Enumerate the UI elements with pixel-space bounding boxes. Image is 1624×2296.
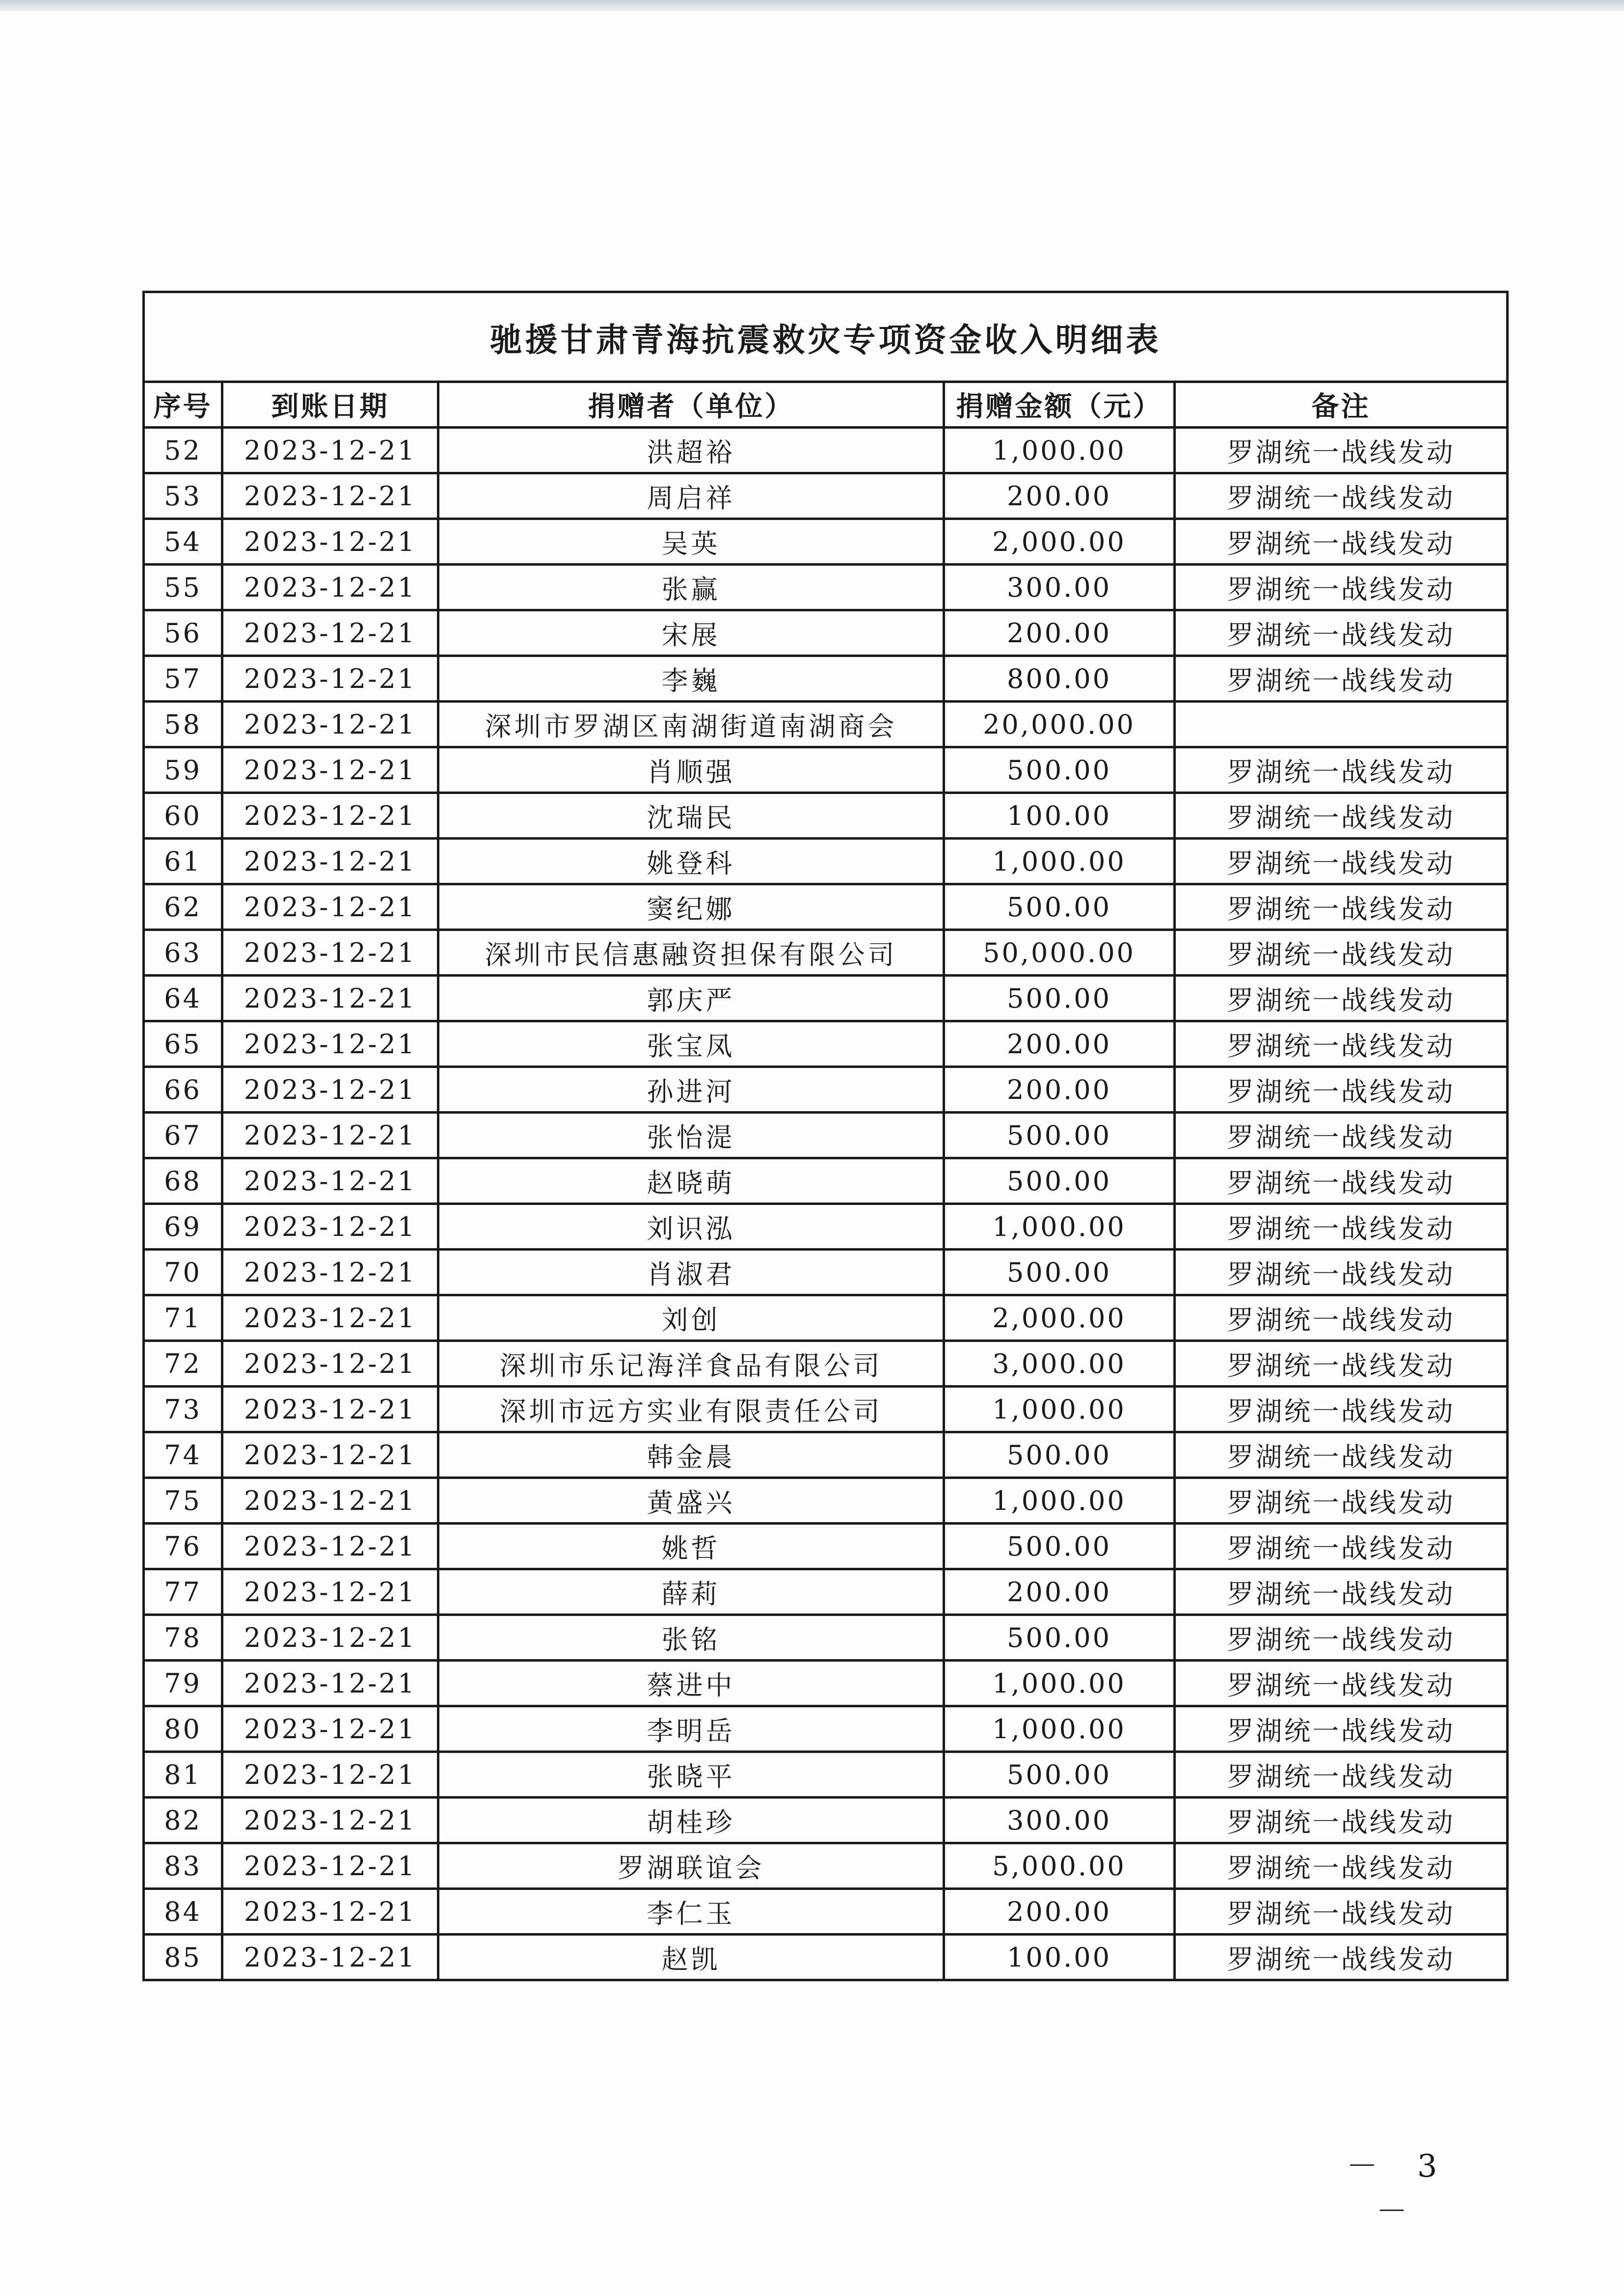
remark-cell: 罗湖统一战线发动 (1175, 1661, 1508, 1706)
table-row (144, 976, 1508, 1021)
table-row (144, 1067, 1508, 1113)
table-row (144, 747, 1508, 793)
date-cell: 2023-12-21 (222, 793, 438, 839)
remark-cell: 罗湖统一战线发动 (1175, 1752, 1508, 1798)
donor-cell: 肖淑君 (438, 1250, 944, 1295)
table-title: 驰援甘肃青海抗震救灾专项资金收入明细表 (144, 292, 1508, 382)
table-body (144, 428, 1508, 1980)
table-row (144, 1569, 1508, 1615)
table-row (144, 1478, 1508, 1524)
serial-cell: 82 (144, 1798, 222, 1843)
table-row (144, 473, 1508, 519)
serial-cell: 60 (144, 793, 222, 839)
amount-cell: 500.00 (944, 1113, 1175, 1158)
remark-cell: 罗湖统一战线发动 (1175, 610, 1508, 656)
table-row (144, 1250, 1508, 1295)
table-row (144, 656, 1508, 702)
donor-cell: 深圳市乐记海洋食品有限公司 (438, 1341, 944, 1387)
remark-cell: 罗湖统一战线发动 (1175, 1432, 1508, 1478)
remark-cell: 罗湖统一战线发动 (1175, 1250, 1508, 1295)
remark-cell: 罗湖统一战线发动 (1175, 1569, 1508, 1615)
date-cell: 2023-12-21 (222, 1021, 438, 1067)
table-row (144, 1706, 1508, 1752)
date-cell: 2023-12-21 (222, 1569, 438, 1615)
date-cell: 2023-12-21 (222, 1524, 438, 1569)
amount-cell: 500.00 (944, 747, 1175, 793)
donation-table (142, 291, 1509, 1981)
serial-cell: 58 (144, 702, 222, 747)
serial-cell: 71 (144, 1295, 222, 1341)
donor-cell: 张怡湜 (438, 1113, 944, 1158)
serial-cell: 84 (144, 1889, 222, 1935)
table-row (144, 1432, 1508, 1478)
table-row (144, 839, 1508, 884)
amount-cell: 1,000.00 (944, 1478, 1175, 1524)
date-cell: 2023-12-21 (222, 473, 438, 519)
amount-cell: 300.00 (944, 565, 1175, 610)
amount-cell: 800.00 (944, 656, 1175, 702)
date-cell: 2023-12-21 (222, 976, 438, 1021)
serial-cell: 80 (144, 1706, 222, 1752)
serial-cell: 59 (144, 747, 222, 793)
date-cell: 2023-12-21 (222, 702, 438, 747)
donor-cell: 吴英 (438, 519, 944, 565)
table-row (144, 1113, 1508, 1158)
serial-cell: 67 (144, 1113, 222, 1158)
serial-cell: 64 (144, 976, 222, 1021)
date-cell: 2023-12-21 (222, 1432, 438, 1478)
serial-cell: 83 (144, 1843, 222, 1889)
serial-cell: 53 (144, 473, 222, 519)
serial-cell: 72 (144, 1341, 222, 1387)
remark-cell: 罗湖统一战线发动 (1175, 976, 1508, 1021)
donor-cell: 深圳市民信惠融资担保有限公司 (438, 930, 944, 976)
remark-cell: 罗湖统一战线发动 (1175, 839, 1508, 884)
table-row (144, 1341, 1508, 1387)
amount-cell: 50,000.00 (944, 930, 1175, 976)
table-row (144, 1843, 1508, 1889)
date-cell: 2023-12-21 (222, 428, 438, 473)
remark-cell: 罗湖统一战线发动 (1175, 656, 1508, 702)
date-cell: 2023-12-21 (222, 1661, 438, 1706)
donor-cell: 韩金晨 (438, 1432, 944, 1478)
amount-cell: 500.00 (944, 1524, 1175, 1569)
remark-cell: 罗湖统一战线发动 (1175, 1935, 1508, 1980)
serial-cell: 77 (144, 1569, 222, 1615)
serial-cell: 76 (144, 1524, 222, 1569)
donor-cell: 洪超裕 (438, 428, 944, 473)
serial-cell: 68 (144, 1158, 222, 1204)
donor-cell: 张晓平 (438, 1752, 944, 1798)
table-row (144, 884, 1508, 930)
amount-cell: 200.00 (944, 610, 1175, 656)
remark-cell: 罗湖统一战线发动 (1175, 1113, 1508, 1158)
donor-cell: 蔡进中 (438, 1661, 944, 1706)
serial-cell: 75 (144, 1478, 222, 1524)
table-row (144, 1935, 1508, 1980)
serial-cell: 73 (144, 1387, 222, 1432)
amount-cell: 20,000.00 (944, 702, 1175, 747)
amount-cell: 200.00 (944, 1889, 1175, 1935)
serial-cell: 66 (144, 1067, 222, 1113)
donor-cell: 深圳市罗湖区南湖街道南湖商会 (438, 702, 944, 747)
table-row (144, 1889, 1508, 1935)
amount-cell: 300.00 (944, 1798, 1175, 1843)
donor-cell: 沈瑞民 (438, 793, 944, 839)
table-row (144, 1021, 1508, 1067)
table-row (144, 702, 1508, 747)
date-cell: 2023-12-21 (222, 1935, 438, 1980)
remark-cell: 罗湖统一战线发动 (1175, 1067, 1508, 1113)
serial-cell: 54 (144, 519, 222, 565)
remark-cell: 罗湖统一战线发动 (1175, 565, 1508, 610)
date-cell: 2023-12-21 (222, 519, 438, 565)
amount-cell: 500.00 (944, 884, 1175, 930)
remark-cell: 罗湖统一战线发动 (1175, 1889, 1508, 1935)
date-cell: 2023-12-21 (222, 1067, 438, 1113)
donor-cell: 刘识泓 (438, 1204, 944, 1250)
table-row (144, 1204, 1508, 1250)
table-row (144, 930, 1508, 976)
serial-cell: 85 (144, 1935, 222, 1980)
remark-cell: 罗湖统一战线发动 (1175, 747, 1508, 793)
donor-cell: 姚哲 (438, 1524, 944, 1569)
remark-cell: 罗湖统一战线发动 (1175, 1341, 1508, 1387)
remark-cell: 罗湖统一战线发动 (1175, 473, 1508, 519)
serial-cell: 57 (144, 656, 222, 702)
donor-cell: 薛莉 (438, 1569, 944, 1615)
table-row (144, 1524, 1508, 1569)
serial-cell: 81 (144, 1752, 222, 1798)
amount-cell: 3,000.00 (944, 1341, 1175, 1387)
serial-cell: 70 (144, 1250, 222, 1295)
serial-cell: 55 (144, 565, 222, 610)
amount-cell: 500.00 (944, 1250, 1175, 1295)
header-date: 到账日期 (222, 382, 438, 428)
date-cell: 2023-12-21 (222, 1387, 438, 1432)
donor-cell: 罗湖联谊会 (438, 1843, 944, 1889)
date-cell: 2023-12-21 (222, 1615, 438, 1661)
date-cell: 2023-12-21 (222, 839, 438, 884)
table-row (144, 1661, 1508, 1706)
remark-cell: 罗湖统一战线发动 (1175, 1021, 1508, 1067)
table-row (144, 1798, 1508, 1843)
amount-cell: 1,000.00 (944, 1661, 1175, 1706)
amount-cell: 2,000.00 (944, 519, 1175, 565)
date-cell: 2023-12-21 (222, 1889, 438, 1935)
date-cell: 2023-12-21 (222, 1798, 438, 1843)
amount-cell: 200.00 (944, 1021, 1175, 1067)
header-remark: 备注 (1175, 382, 1508, 428)
date-cell: 2023-12-21 (222, 1706, 438, 1752)
date-cell: 2023-12-21 (222, 1295, 438, 1341)
remark-cell: 罗湖统一战线发动 (1175, 1798, 1508, 1843)
donor-cell: 李仁玉 (438, 1889, 944, 1935)
serial-cell: 63 (144, 930, 222, 976)
serial-cell: 56 (144, 610, 222, 656)
date-cell: 2023-12-21 (222, 1843, 438, 1889)
amount-cell: 500.00 (944, 1432, 1175, 1478)
date-cell: 2023-12-21 (222, 930, 438, 976)
page-number: － 3 － (1346, 2148, 1452, 2230)
amount-cell: 1,000.00 (944, 1706, 1175, 1752)
donor-cell: 周启祥 (438, 473, 944, 519)
donor-cell: 宋展 (438, 610, 944, 656)
amount-cell: 500.00 (944, 976, 1175, 1021)
donor-cell: 孙进河 (438, 1067, 944, 1113)
date-cell: 2023-12-21 (222, 610, 438, 656)
donor-cell: 赵晓萌 (438, 1158, 944, 1204)
donor-cell: 张宝凤 (438, 1021, 944, 1067)
serial-cell: 62 (144, 884, 222, 930)
date-cell: 2023-12-21 (222, 1341, 438, 1387)
amount-cell: 1,000.00 (944, 1387, 1175, 1432)
amount-cell: 100.00 (944, 793, 1175, 839)
donor-cell: 张铭 (438, 1615, 944, 1661)
remark-cell (1175, 702, 1508, 747)
table-row (144, 1387, 1508, 1432)
table-row (144, 1752, 1508, 1798)
remark-cell: 罗湖统一战线发动 (1175, 519, 1508, 565)
donor-cell: 窦纪娜 (438, 884, 944, 930)
date-cell: 2023-12-21 (222, 884, 438, 930)
remark-cell: 罗湖统一战线发动 (1175, 793, 1508, 839)
date-cell: 2023-12-21 (222, 747, 438, 793)
serial-cell: 65 (144, 1021, 222, 1067)
table-row (144, 428, 1508, 473)
remark-cell: 罗湖统一战线发动 (1175, 1706, 1508, 1752)
serial-cell: 61 (144, 839, 222, 884)
date-cell: 2023-12-21 (222, 656, 438, 702)
table-title-row (144, 292, 1508, 382)
amount-cell: 2,000.00 (944, 1295, 1175, 1341)
amount-cell: 1,000.00 (944, 839, 1175, 884)
remark-cell: 罗湖统一战线发动 (1175, 1615, 1508, 1661)
donor-cell: 李明岳 (438, 1706, 944, 1752)
serial-cell: 69 (144, 1204, 222, 1250)
date-cell: 2023-12-21 (222, 1113, 438, 1158)
amount-cell: 500.00 (944, 1615, 1175, 1661)
remark-cell: 罗湖统一战线发动 (1175, 1524, 1508, 1569)
table-row (144, 1295, 1508, 1341)
donor-cell: 姚登科 (438, 839, 944, 884)
table-row (144, 610, 1508, 656)
amount-cell: 500.00 (944, 1158, 1175, 1204)
donor-cell: 张赢 (438, 565, 944, 610)
amount-cell: 1,000.00 (944, 428, 1175, 473)
serial-cell: 74 (144, 1432, 222, 1478)
date-cell: 2023-12-21 (222, 1204, 438, 1250)
remark-cell: 罗湖统一战线发动 (1175, 428, 1508, 473)
remark-cell: 罗湖统一战线发动 (1175, 1295, 1508, 1341)
date-cell: 2023-12-21 (222, 1250, 438, 1295)
amount-cell: 5,000.00 (944, 1843, 1175, 1889)
remark-cell: 罗湖统一战线发动 (1175, 1158, 1508, 1204)
amount-cell: 200.00 (944, 473, 1175, 519)
amount-cell: 500.00 (944, 1752, 1175, 1798)
table-row (144, 1158, 1508, 1204)
remark-cell: 罗湖统一战线发动 (1175, 1843, 1508, 1889)
table-row (144, 519, 1508, 565)
table-row (144, 1615, 1508, 1661)
date-cell: 2023-12-21 (222, 1478, 438, 1524)
table-row (144, 793, 1508, 839)
table-row (144, 565, 1508, 610)
amount-cell: 200.00 (944, 1067, 1175, 1113)
date-cell: 2023-12-21 (222, 1158, 438, 1204)
remark-cell: 罗湖统一战线发动 (1175, 884, 1508, 930)
donor-cell: 黄盛兴 (438, 1478, 944, 1524)
date-cell: 2023-12-21 (222, 565, 438, 610)
donor-cell: 肖顺强 (438, 747, 944, 793)
amount-cell: 100.00 (944, 1935, 1175, 1980)
header-donor: 捐赠者（单位） (438, 382, 944, 428)
serial-cell: 79 (144, 1661, 222, 1706)
donor-cell: 李巍 (438, 656, 944, 702)
remark-cell: 罗湖统一战线发动 (1175, 1387, 1508, 1432)
remark-cell: 罗湖统一战线发动 (1175, 1204, 1508, 1250)
donor-cell: 赵凯 (438, 1935, 944, 1980)
donor-cell: 胡桂珍 (438, 1798, 944, 1843)
table-header-row (144, 382, 1508, 428)
remark-cell: 罗湖统一战线发动 (1175, 930, 1508, 976)
serial-cell: 78 (144, 1615, 222, 1661)
date-cell: 2023-12-21 (222, 1752, 438, 1798)
amount-cell: 200.00 (944, 1569, 1175, 1615)
donor-cell: 刘创 (438, 1295, 944, 1341)
scan-top-edge (0, 0, 1624, 11)
donor-cell: 郭庆严 (438, 976, 944, 1021)
amount-cell: 1,000.00 (944, 1204, 1175, 1250)
serial-cell: 52 (144, 428, 222, 473)
donor-cell: 深圳市远方实业有限责任公司 (438, 1387, 944, 1432)
header-amount: 捐赠金额（元） (944, 382, 1175, 428)
remark-cell: 罗湖统一战线发动 (1175, 1478, 1508, 1524)
header-serial: 序号 (144, 382, 222, 428)
